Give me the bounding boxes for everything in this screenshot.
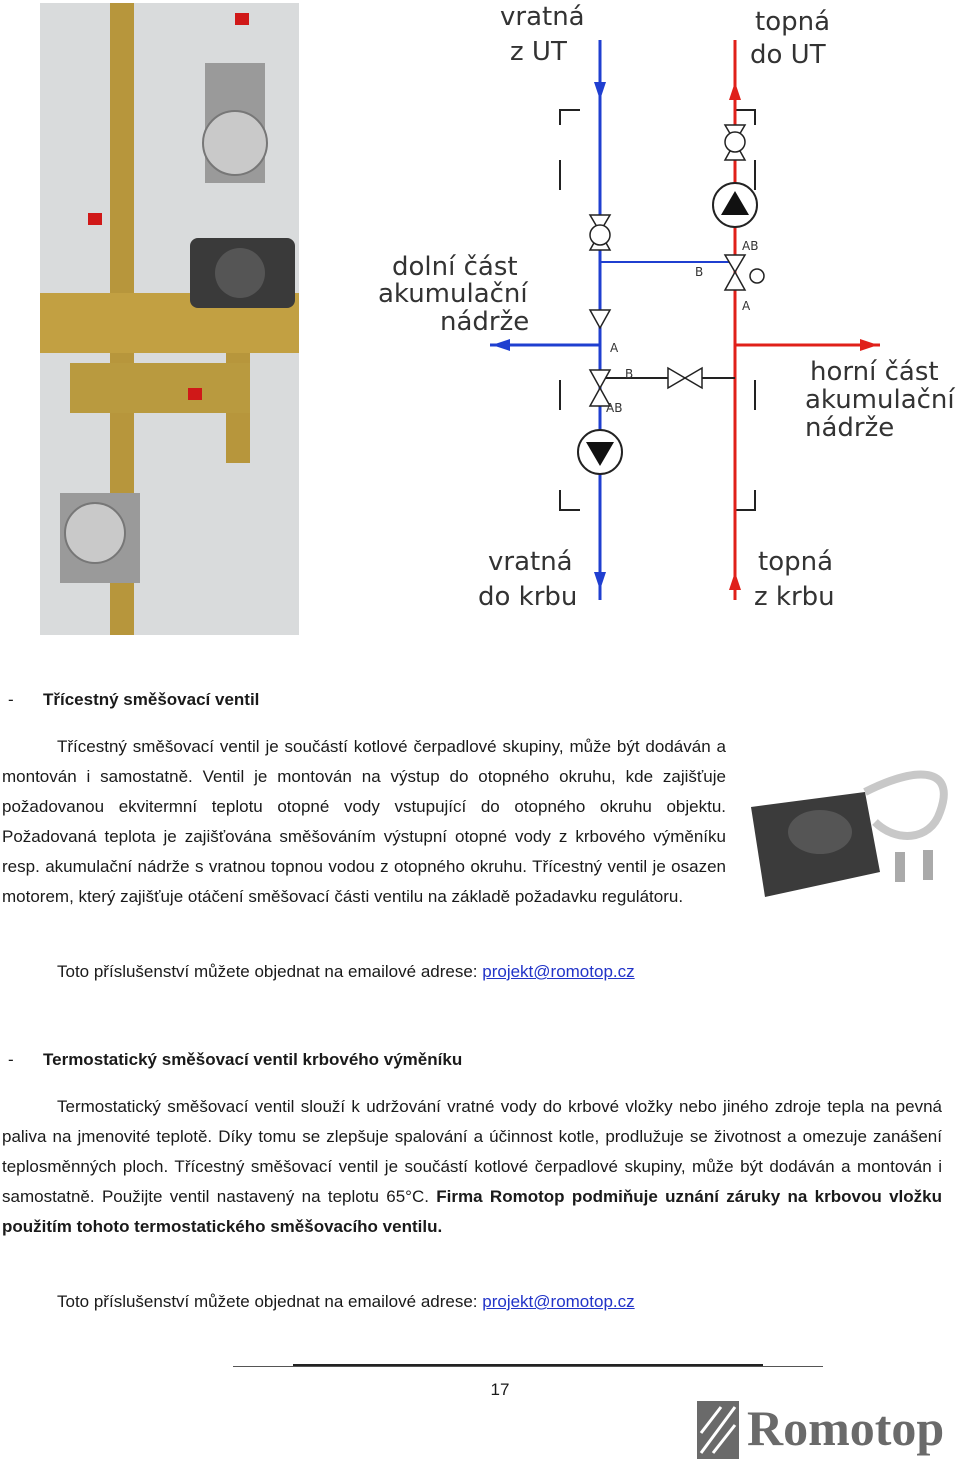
svg-text:Romotop: Romotop xyxy=(747,1400,945,1456)
label-top-right-2: do UT xyxy=(750,40,826,70)
label-left-mid-3: nádrže xyxy=(440,307,530,337)
contact-text: Toto příslušenství můžete objednat na emailové adrese: xyxy=(57,1292,483,1311)
pump-group-photo xyxy=(40,3,299,635)
footer-rule-thick xyxy=(293,1364,763,1366)
contact-text: Toto příslušenství můžete objednat na emailové adrese: xyxy=(57,962,483,981)
section-paragraph-mixing-valve xyxy=(2,732,726,912)
svg-text:B: B xyxy=(695,265,704,279)
page-number: 17 xyxy=(490,1380,510,1399)
label-top-left: vratná xyxy=(500,2,585,32)
svg-text:A: A xyxy=(742,299,751,313)
section-heading-thermostatic-valve: Termostatický směšovací ventil krbového výměníku xyxy=(43,1050,463,1069)
paragraph-text: Termostatický směšovací ventil slouží k udržování vratné vody do krbové vložky nebo jiného zdroje tepla na pevná paliva na jmenovité teplotě. Díky tomu se zlepšuje spalování a účinnost kotle, prodlužuje se životnost a omezuje zanášení teplosměnných ploch. Třícestný směšovací ventil je součástí kotlové čerpadlové skupiny, může být dodáván a montován i samostatně. Použijte ventil nastavený na teplotu 65°C. xyxy=(2,1097,942,1206)
hydraulic-diagram xyxy=(370,0,960,620)
svg-text:AB: AB xyxy=(606,401,623,415)
email-link[interactable]: projekt@romotop.cz xyxy=(482,962,635,981)
paragraph-text: Třícestný směšovací ventil je součástí kotlové čerpadlové skupiny, může být dodáván a montován i samostatně. Ventil je montován na výstup do otopného okruhu, kde zajišťuje požadovanou ekvitermní teplotu otopné vody vstupující do otopného okruhu objektu. Požadovaná teplota je zajišťována směšováním výstupní otopné vody z krbového výměníku resp. akumulační nádrže s vratnou topnou vodou z otopného okruhu. Třícestný ventil je osazen motorem, který zajišťuje otáčení směšovací části ventilu na základě požadavku regulátoru. xyxy=(2,737,726,906)
label-left-mid-2: akumulační xyxy=(378,279,528,309)
svg-text:B: B xyxy=(625,367,634,381)
label-bottom-left: vratná xyxy=(488,547,573,577)
label-bottom-right-2: z krbu xyxy=(754,582,835,612)
contact-line xyxy=(57,962,635,982)
section-paragraph-thermostatic-valve xyxy=(2,1092,942,1242)
label-top-right: topná xyxy=(755,7,831,37)
label-right-mid-3: nádrže xyxy=(805,413,895,443)
label-right-mid-2: akumulační xyxy=(805,385,955,415)
list-dash-2: - xyxy=(8,1050,14,1069)
contact-line-2 xyxy=(57,1292,635,1312)
label-bottom-right: topná xyxy=(758,547,834,577)
svg-text:AB: AB xyxy=(742,239,759,253)
list-dash: - xyxy=(8,690,14,709)
label-right-mid: horní část xyxy=(810,357,939,387)
label-bottom-left-2: do krbu xyxy=(478,582,578,612)
svg-text:A: A xyxy=(610,341,619,355)
label-left-mid: dolní část xyxy=(392,252,518,282)
footer-rule xyxy=(233,1366,823,1367)
section-heading-mixing-valve: Třícestný směšovací ventil xyxy=(43,690,260,709)
label-top-left-2: z UT xyxy=(510,37,567,67)
romotop-logo xyxy=(695,1393,960,1465)
email-link[interactable]: projekt@romotop.cz xyxy=(482,1292,635,1311)
warranty-note: Firma Romotop podmiňuje uznání záruky na krbovou vložku použitím tohoto termostatického směšovacího ventilu. xyxy=(2,1187,942,1236)
valve-motor-photo xyxy=(745,752,960,907)
